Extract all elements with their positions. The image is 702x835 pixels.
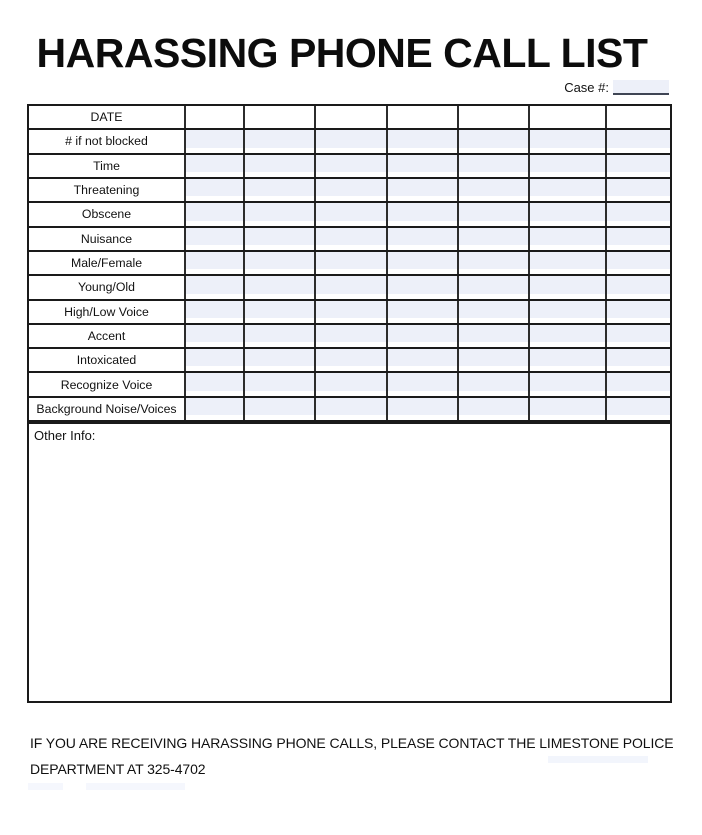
call-log-row-background-noise-voices <box>29 398 670 420</box>
field-highlight <box>388 252 457 269</box>
field-highlight <box>388 301 457 318</box>
field-highlight <box>530 373 605 390</box>
field-highlight <box>245 203 314 220</box>
entry-field-cell[interactable] <box>386 325 457 347</box>
field-highlight <box>186 398 243 415</box>
field-highlight <box>530 155 605 172</box>
entry-field-cell[interactable] <box>314 155 386 177</box>
entry-field-cell[interactable] <box>457 373 528 395</box>
row-label-young-old: Young/Old <box>29 276 184 298</box>
field-highlight <box>459 325 528 342</box>
entry-field-cell[interactable] <box>243 349 314 371</box>
entry-field-cell[interactable] <box>386 276 457 298</box>
field-highlight <box>245 325 314 342</box>
entry-field-cell[interactable] <box>605 130 670 152</box>
field-highlight <box>316 349 386 366</box>
row-label-nuisance: Nuisance <box>29 228 184 250</box>
call-log-row-male-female <box>29 252 670 276</box>
field-highlight <box>245 373 314 390</box>
field-highlight <box>530 349 605 366</box>
entry-field-cell[interactable] <box>528 398 605 420</box>
entry-field-cell[interactable] <box>457 130 528 152</box>
row-label-high-low-voice: High/Low Voice <box>29 301 184 323</box>
field-highlight <box>316 325 386 342</box>
case-number-input[interactable] <box>613 80 669 95</box>
field-highlight <box>245 398 314 415</box>
call-log-row-young-old <box>29 276 670 300</box>
faint-field-artifact <box>548 756 648 763</box>
field-highlight <box>186 179 243 196</box>
field-highlight <box>316 155 386 172</box>
entry-field-cell[interactable] <box>314 325 386 347</box>
entry-field-cell[interactable] <box>184 155 243 177</box>
entry-field-cell[interactable] <box>528 203 605 225</box>
field-highlight <box>607 349 670 366</box>
field-highlight <box>186 276 243 293</box>
other-info-box[interactable] <box>27 422 672 703</box>
field-highlight <box>245 130 314 147</box>
entry-field-cell[interactable] <box>386 349 457 371</box>
field-highlight <box>245 349 314 366</box>
row-label-threatening: Threatening <box>29 179 184 201</box>
entry-field-cell[interactable] <box>243 373 314 395</box>
field-highlight <box>186 301 243 318</box>
field-highlight <box>186 228 243 245</box>
case-number-row <box>564 77 669 95</box>
entry-field-cell[interactable] <box>314 252 386 274</box>
entry-field-cell[interactable] <box>528 155 605 177</box>
entry-field-cell[interactable] <box>528 252 605 274</box>
field-highlight <box>607 301 670 318</box>
field-highlight <box>607 373 670 390</box>
field-highlight <box>186 155 243 172</box>
row-label-recognize-voice: Recognize Voice <box>29 373 184 395</box>
entry-field-cell[interactable] <box>457 155 528 177</box>
field-highlight <box>530 276 605 293</box>
entry-field-cell[interactable] <box>184 130 243 152</box>
field-highlight <box>316 276 386 293</box>
footer-line-1: IF YOU ARE RECEIVING HARASSING PHONE CALLS, PLEASE CONTACT THE LIMESTONE POLICE <box>30 735 674 751</box>
field-highlight <box>607 179 670 196</box>
call-log-row-intoxicated <box>29 349 670 373</box>
row-label-time: Time <box>29 155 184 177</box>
field-highlight <box>388 179 457 196</box>
field-highlight <box>388 276 457 293</box>
field-highlight <box>186 349 243 366</box>
field-highlight <box>530 179 605 196</box>
entry-field-cell[interactable] <box>243 155 314 177</box>
entry-field-cell[interactable] <box>386 252 457 274</box>
footer-line-2: DEPARTMENT AT 325-4702 <box>30 760 206 777</box>
entry-field-cell[interactable] <box>184 325 243 347</box>
entry-field-cell[interactable] <box>457 325 528 347</box>
field-highlight <box>607 203 670 220</box>
call-log-row-nuisance <box>29 228 670 252</box>
row-label-background-noise-voices: Background Noise/Voices <box>29 398 184 420</box>
field-highlight <box>388 349 457 366</box>
entry-field-cell[interactable] <box>605 155 670 177</box>
entry-field-cell[interactable] <box>386 228 457 250</box>
entry-field-cell[interactable] <box>184 276 243 298</box>
entry-field-cell[interactable] <box>314 398 386 420</box>
row-label-date: DATE <box>29 106 184 128</box>
entry-field-cell[interactable] <box>243 130 314 152</box>
page-title: HARASSING PHONE CALL LIST <box>36 30 648 76</box>
entry-field-cell[interactable] <box>184 203 243 225</box>
entry-field-cell[interactable] <box>184 301 243 323</box>
entry-field-cell[interactable] <box>314 228 386 250</box>
field-highlight <box>607 398 670 415</box>
field-highlight <box>530 203 605 220</box>
field-highlight <box>607 228 670 245</box>
date-cell <box>457 106 528 128</box>
entry-field-cell[interactable] <box>528 276 605 298</box>
entry-field-cell[interactable] <box>605 203 670 225</box>
field-highlight <box>459 301 528 318</box>
entry-field-cell[interactable] <box>243 276 314 298</box>
row-label-intoxicated: Intoxicated <box>29 349 184 371</box>
field-highlight <box>316 252 386 269</box>
entry-field-cell[interactable] <box>243 252 314 274</box>
entry-field-cell[interactable] <box>528 179 605 201</box>
field-highlight <box>459 228 528 245</box>
entry-field-cell[interactable] <box>314 203 386 225</box>
call-log-row-high-low-voice <box>29 301 670 325</box>
entry-field-cell[interactable] <box>528 373 605 395</box>
entry-field-cell[interactable] <box>243 179 314 201</box>
field-highlight <box>316 203 386 220</box>
field-highlight <box>316 373 386 390</box>
field-highlight <box>316 301 386 318</box>
entry-field-cell[interactable] <box>386 398 457 420</box>
entry-field-cell[interactable] <box>605 398 670 420</box>
entry-field-cell[interactable] <box>314 276 386 298</box>
entry-field-cell[interactable] <box>528 130 605 152</box>
entry-field-cell[interactable] <box>605 301 670 323</box>
field-highlight <box>186 252 243 269</box>
field-highlight <box>530 228 605 245</box>
field-highlight <box>186 203 243 220</box>
field-highlight <box>530 398 605 415</box>
entry-field-cell[interactable] <box>457 179 528 201</box>
field-highlight <box>607 252 670 269</box>
field-highlight <box>607 325 670 342</box>
row-label-if-not-blocked: # if not blocked <box>29 130 184 152</box>
field-highlight <box>607 276 670 293</box>
entry-field-cell[interactable] <box>386 155 457 177</box>
field-highlight <box>388 398 457 415</box>
field-highlight <box>388 373 457 390</box>
entry-field-cell[interactable] <box>457 349 528 371</box>
entry-field-cell[interactable] <box>184 179 243 201</box>
field-highlight <box>245 276 314 293</box>
row-label-accent: Accent <box>29 325 184 347</box>
field-highlight <box>186 373 243 390</box>
entry-field-cell[interactable] <box>314 349 386 371</box>
entry-field-cell[interactable] <box>457 276 528 298</box>
entry-field-cell[interactable] <box>528 325 605 347</box>
entry-field-cell[interactable] <box>243 203 314 225</box>
call-log-row-threatening <box>29 179 670 203</box>
entry-field-cell[interactable] <box>386 373 457 395</box>
entry-field-cell[interactable] <box>457 301 528 323</box>
entry-field-cell[interactable] <box>386 179 457 201</box>
field-highlight <box>316 179 386 196</box>
field-highlight <box>530 252 605 269</box>
faint-field-artifact <box>86 783 185 790</box>
field-highlight <box>459 252 528 269</box>
field-highlight <box>186 130 243 147</box>
field-highlight <box>316 398 386 415</box>
entry-field-cell[interactable] <box>457 252 528 274</box>
entry-field-cell[interactable] <box>184 373 243 395</box>
call-log-row-accent <box>29 325 670 349</box>
field-highlight <box>459 276 528 293</box>
entry-field-cell[interactable] <box>605 179 670 201</box>
entry-field-cell[interactable] <box>457 228 528 250</box>
field-highlight <box>459 373 528 390</box>
call-log-table <box>27 104 672 422</box>
field-highlight <box>459 398 528 415</box>
row-label-obscene: Obscene <box>29 203 184 225</box>
entry-field-cell[interactable] <box>243 228 314 250</box>
entry-field-cell[interactable] <box>314 301 386 323</box>
entry-field-cell[interactable] <box>528 228 605 250</box>
field-highlight <box>459 179 528 196</box>
date-cell <box>605 106 670 128</box>
entry-field-cell[interactable] <box>605 228 670 250</box>
row-label-male-female: Male/Female <box>29 252 184 274</box>
call-log-row-obscene <box>29 203 670 227</box>
field-highlight <box>388 203 457 220</box>
field-highlight <box>388 325 457 342</box>
faint-field-artifact <box>28 783 63 790</box>
date-cell <box>528 106 605 128</box>
entry-field-cell[interactable] <box>314 130 386 152</box>
field-highlight <box>607 155 670 172</box>
field-highlight <box>316 130 386 147</box>
entry-field-cell[interactable] <box>184 228 243 250</box>
entry-field-cell[interactable] <box>528 349 605 371</box>
field-highlight <box>245 228 314 245</box>
entry-field-cell[interactable] <box>605 349 670 371</box>
entry-field-cell[interactable] <box>243 325 314 347</box>
field-highlight <box>186 325 243 342</box>
entry-field-cell[interactable] <box>386 301 457 323</box>
call-log-row-date <box>29 106 670 130</box>
entry-field-cell[interactable] <box>605 325 670 347</box>
call-log-row-if-not-blocked <box>29 130 670 154</box>
entry-field-cell[interactable] <box>386 130 457 152</box>
field-highlight <box>388 228 457 245</box>
field-highlight <box>245 301 314 318</box>
entry-field-cell[interactable] <box>184 349 243 371</box>
field-highlight <box>530 325 605 342</box>
entry-field-cell[interactable] <box>457 398 528 420</box>
entry-field-cell[interactable] <box>243 301 314 323</box>
field-highlight <box>245 252 314 269</box>
date-cell <box>243 106 314 128</box>
entry-field-cell[interactable] <box>243 398 314 420</box>
entry-field-cell[interactable] <box>386 203 457 225</box>
entry-field-cell[interactable] <box>605 252 670 274</box>
field-highlight <box>245 155 314 172</box>
field-highlight <box>388 155 457 172</box>
field-highlight <box>530 130 605 147</box>
entry-field-cell[interactable] <box>314 373 386 395</box>
entry-field-cell[interactable] <box>314 179 386 201</box>
field-highlight <box>388 130 457 147</box>
field-highlight <box>530 301 605 318</box>
field-highlight <box>459 203 528 220</box>
field-highlight <box>459 130 528 147</box>
entry-field-cell[interactable] <box>184 252 243 274</box>
entry-field-cell[interactable] <box>528 301 605 323</box>
field-highlight <box>245 179 314 196</box>
field-highlight <box>459 349 528 366</box>
call-log-row-recognize-voice <box>29 373 670 397</box>
entry-field-cell[interactable] <box>457 203 528 225</box>
field-highlight <box>316 228 386 245</box>
date-cell <box>184 106 243 128</box>
entry-field-cell[interactable] <box>184 398 243 420</box>
entry-field-cell[interactable] <box>605 373 670 395</box>
field-highlight <box>459 155 528 172</box>
entry-field-cell[interactable] <box>605 276 670 298</box>
call-log-row-time <box>29 155 670 179</box>
case-number-label: Case #: <box>564 80 609 95</box>
date-cell <box>314 106 386 128</box>
other-info-label: Other Info: <box>34 428 96 443</box>
field-highlight <box>607 130 670 147</box>
date-cell <box>386 106 457 128</box>
